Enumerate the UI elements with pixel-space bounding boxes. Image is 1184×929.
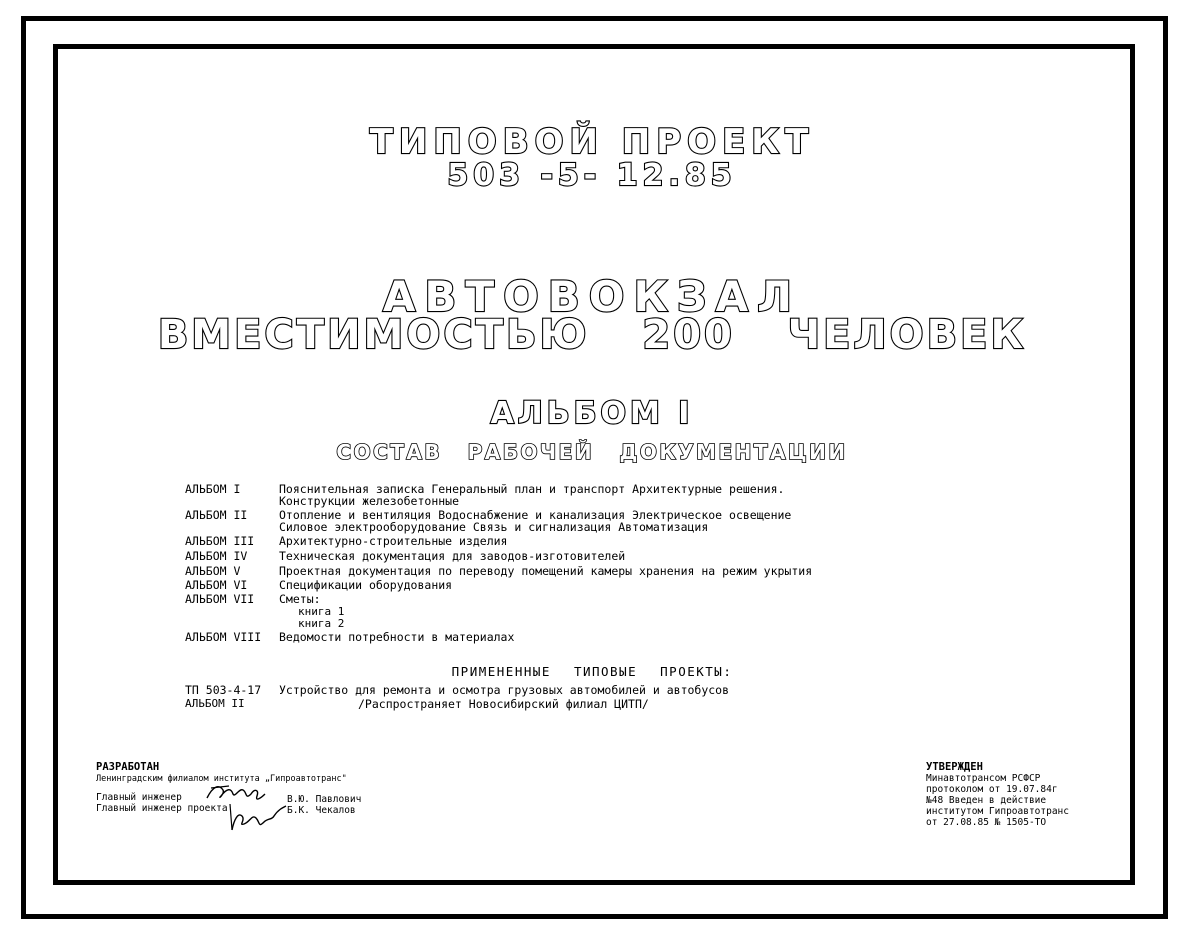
object-title-line2: ВМЕСТИМОСТЬЮ 200 ЧЕЛОВЕК xyxy=(157,312,1027,358)
project-engineer-name: Б.К. Чекалов xyxy=(287,805,356,816)
album-text: Пояснительная записка Генеральный план и транспорт Архитектурные решения. xyxy=(279,482,785,496)
album-text: Техническая документация для заводов-изготовителей xyxy=(279,549,626,563)
album-label: АЛЬБОМ IV xyxy=(185,549,248,563)
project-engineer-signature xyxy=(228,800,288,834)
approved-line-5: от 27.08.85 № 1505-ТО xyxy=(926,817,1047,828)
developed-heading: РАЗРАБОТАН xyxy=(96,761,160,773)
estimates-book-2: книга 2 xyxy=(298,617,345,630)
approved-line-3: №48 Введен в действие xyxy=(926,795,1047,806)
contents-header: СОСТАВ РАБОЧЕЙ ДОКУМЕНТАЦИИ xyxy=(336,440,848,464)
album-text: Проектная документация по переводу помещений камеры хранения на режим укрытия xyxy=(279,564,813,578)
project-engineer-role: Главный инженер проекта xyxy=(96,803,228,814)
approved-line-2: протоколом от 19.07.84г xyxy=(926,784,1058,795)
applied-distributor: /Распространяет Новосибирский филиал ЦИТП/ xyxy=(358,697,649,711)
album-label: АЛЬБОМ V xyxy=(185,564,241,578)
estimates-book-1: книга 1 xyxy=(298,605,345,618)
album-text: Конструкции железобетонные xyxy=(279,494,460,508)
chief-engineer-name: В.Ю. Павлович xyxy=(287,794,362,805)
applied-code: ТП 503-4-17 xyxy=(185,683,262,697)
applied-projects-header: ПРИМЕНЕННЫЕ ТИПОВЫЕ ПРОЕКТЫ: xyxy=(451,664,733,679)
album-title: АЛЬБОМ I xyxy=(490,396,694,431)
album-text: Отопление и вентиляция Водоснабжение и канализация Электрическое освещение xyxy=(279,508,792,522)
approved-line-4: институтом Гипроавтотранс xyxy=(926,806,1069,817)
album-label: АЛЬБОМ III xyxy=(185,534,255,548)
applied-album: АЛЬБОМ II xyxy=(185,697,245,710)
album-text: Ведомости потребности в материалах xyxy=(279,630,515,644)
album-label: АЛЬБОМ II xyxy=(185,508,248,522)
album-text: Силовое электрооборудование Связь и сигнализация Автоматизация xyxy=(279,520,709,534)
developed-org: Ленинградским филиалом института „Гипроавтотранс" xyxy=(96,774,347,784)
album-label: АЛЬБОМ VIII xyxy=(185,630,262,644)
object-title-line1: АВТОВОКЗАЛ xyxy=(382,272,802,321)
chief-engineer-role: Главный инженер xyxy=(96,792,182,803)
approved-heading: УТВЕРЖДЕН xyxy=(926,761,983,773)
album-text: Архитектурно-строительные изделия xyxy=(279,534,508,548)
album-label: АЛЬБОМ VI xyxy=(185,578,248,592)
project-label: ТИПОВОЙ ПРОЕКТ xyxy=(369,122,815,162)
project-number: 503 -5- 12.85 xyxy=(447,158,737,193)
applied-description: Устройство для ремонта и осмотра грузовых автомобилей и автобусов xyxy=(279,683,730,697)
album-text: Сметы: xyxy=(279,592,321,606)
album-label: АЛЬБОМ VII xyxy=(185,592,255,606)
album-label: АЛЬБОМ I xyxy=(185,482,241,496)
approved-line-1: Минавтотрансом РСФСР xyxy=(926,773,1041,784)
album-text: Спецификации оборудования xyxy=(279,578,453,592)
